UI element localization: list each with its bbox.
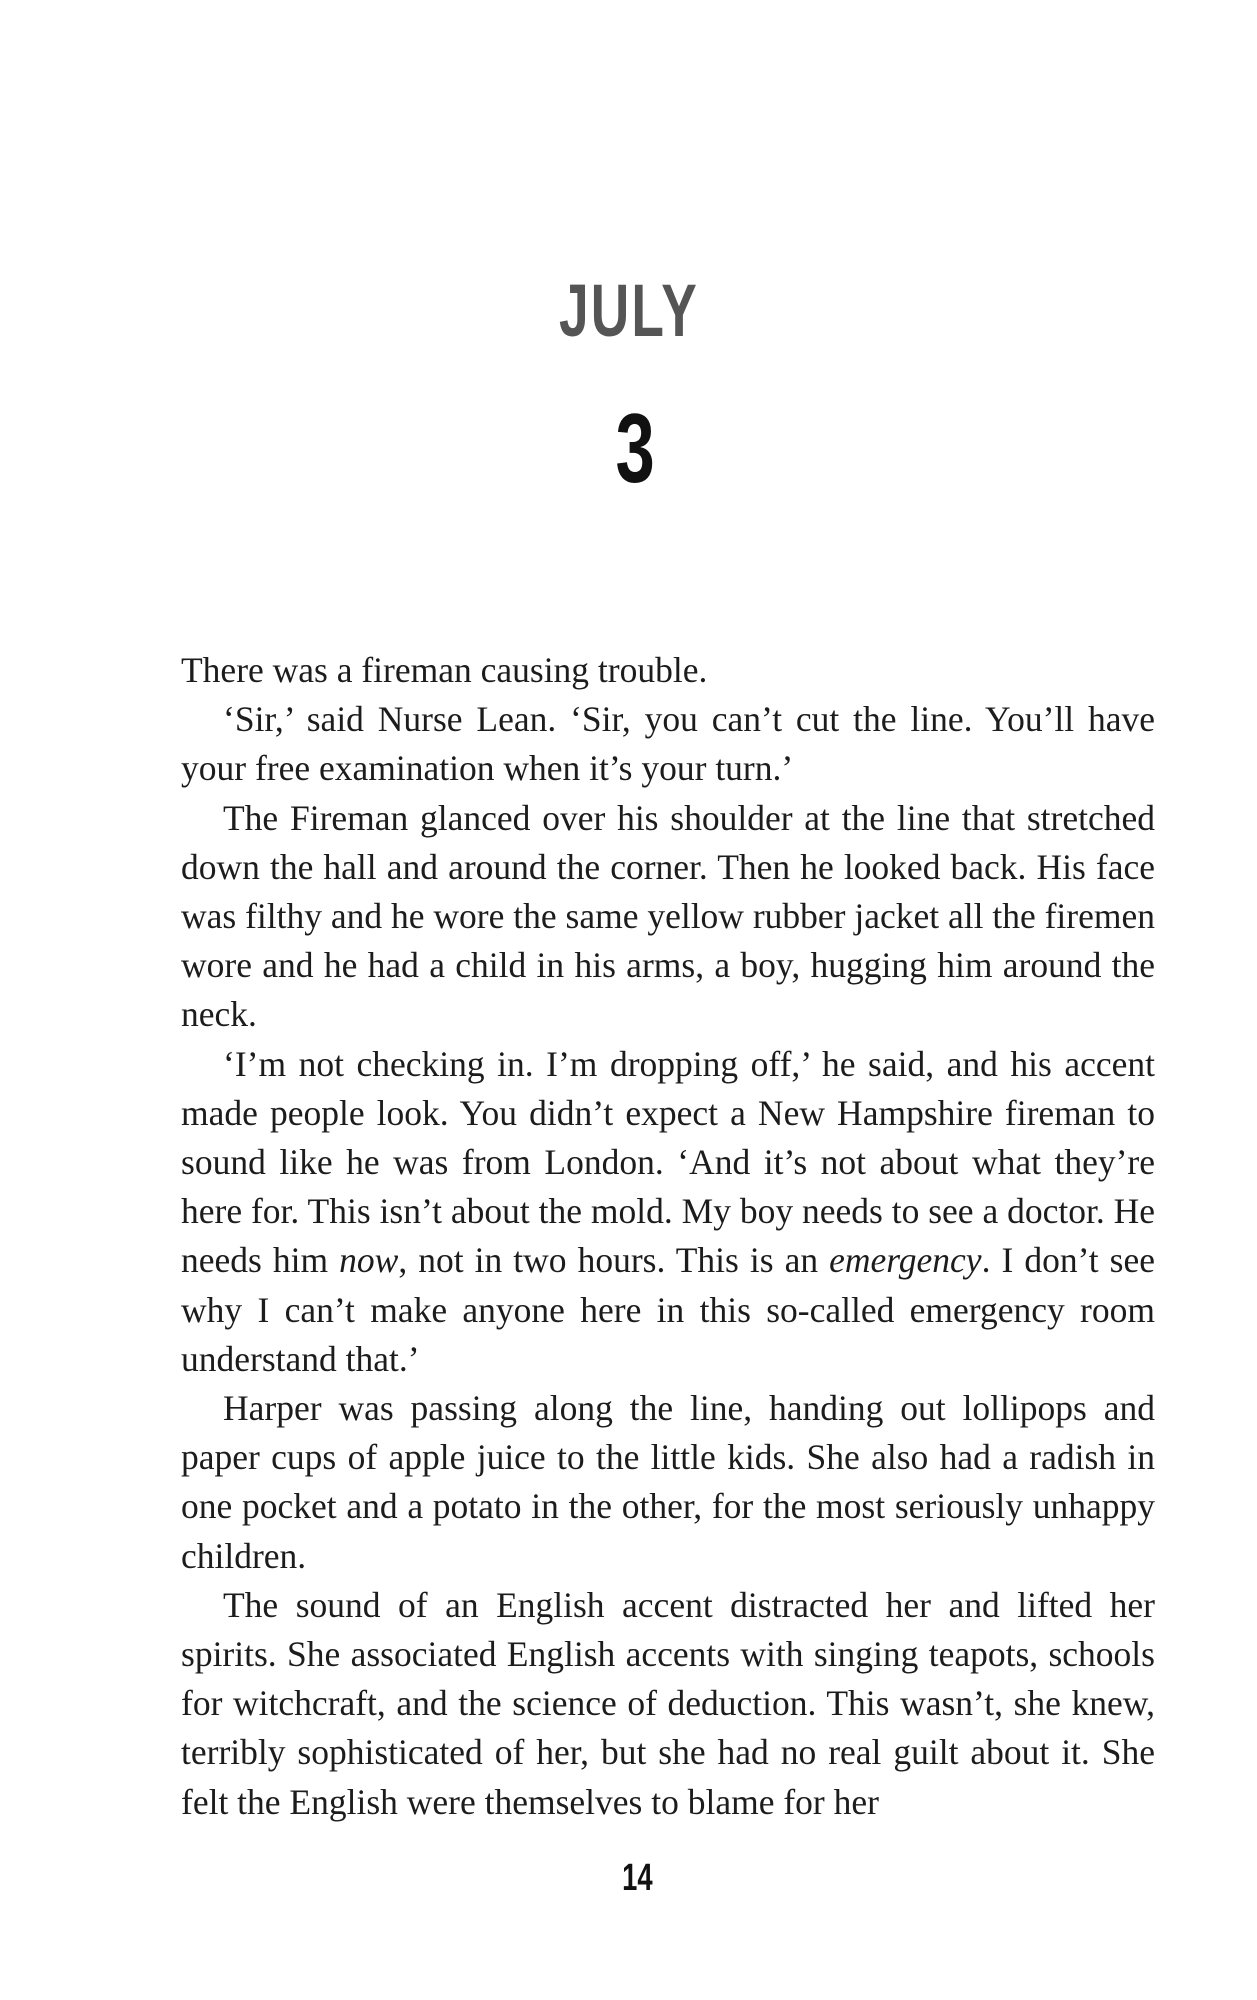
paragraph-text: ‘Sir,’ said Nurse Lean. ‘Sir, you can’t cut the line. You’ll have your free examination when it’s your turn.’ bbox=[181, 699, 1155, 789]
paragraph-text: . I don’t see why I can’t make anyone here in this so-called emergency room understand that.’ bbox=[181, 1240, 1155, 1379]
paragraph-text: The Fireman glanced over his shoulder at the line that stretched down the hall and around the corner. Then he looked back. His face was filthy and he wore the same yellow rubber jacket all the firemen wore and he had a child in his arms, a boy, hugging him around the neck. bbox=[181, 797, 1155, 1035]
chapter-number: 3 bbox=[615, 393, 655, 503]
paragraph bbox=[181, 695, 1155, 793]
paragraph-text: , not in two hours. This is an bbox=[398, 1240, 830, 1281]
emphasis-text: emergency bbox=[829, 1240, 982, 1281]
paragraph-text: There was a fireman causing trouble. bbox=[181, 650, 708, 690]
paragraph bbox=[181, 1581, 1155, 1827]
paragraph-text: Harper was passing along the line, handing out lollipops and paper cups of apple juice to the little kids. She also had a radish in one pocket and a potato in the other, for the most seriously unhappy children. bbox=[181, 1388, 1155, 1576]
paragraph bbox=[181, 1384, 1155, 1581]
page-number: 14 bbox=[622, 1857, 653, 1899]
paragraph-text: ‘I’m not checking in. I’m dropping off,’ he said, and his accent made people look. You didn’t expect a New Hampshire fireman to sound like he was from London. ‘And it’s not about what they’re here for. This isn’t about the mold. My boy needs to see a doctor. He needs him bbox=[181, 1043, 1155, 1281]
paragraph-text: The sound of an English accent distracted her and lifted her spirits. She associated English accents with singing teapots, schools for witchcraft, and the science of deduction. This wasn’t, she knew, terribly sophisticated of her, but she had no real guilt about it. She felt the English were themselves to blame for her bbox=[181, 1584, 1155, 1822]
paragraph bbox=[181, 1040, 1155, 1384]
chapter-body bbox=[181, 646, 1155, 1827]
paragraph bbox=[181, 646, 1155, 695]
paragraph bbox=[181, 794, 1155, 1040]
part-title: JULY bbox=[558, 269, 699, 352]
emphasis-text: now bbox=[339, 1240, 399, 1281]
